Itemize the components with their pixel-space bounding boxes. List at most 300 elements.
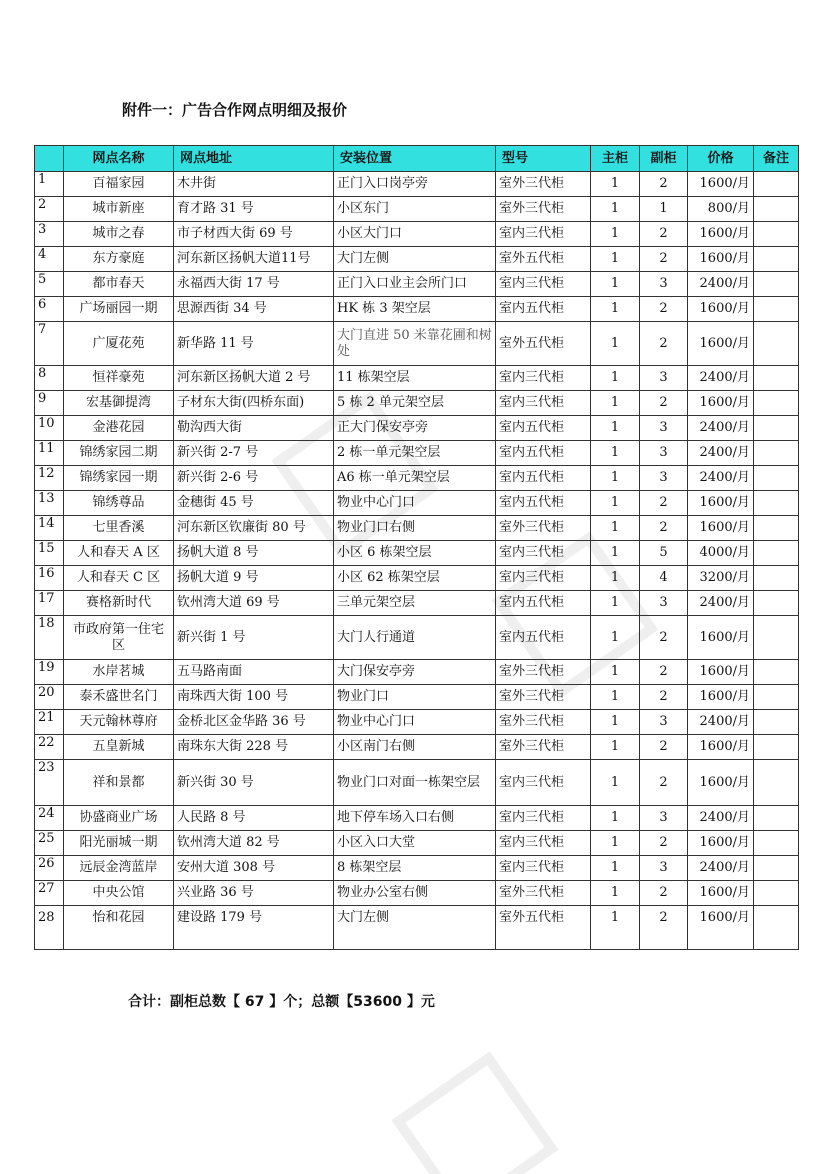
cell-position: 小区大门口 xyxy=(334,222,496,247)
cell-sub: 2 xyxy=(640,906,688,950)
cell-note xyxy=(754,366,799,391)
cell-address: 南珠西大街 100 号 xyxy=(174,685,334,710)
cell-model: 室外三代柜 xyxy=(496,881,591,906)
table-row xyxy=(35,616,799,660)
cell-position: 地下停车场入口右侧 xyxy=(334,806,496,831)
cell-no: 17 xyxy=(35,591,64,616)
cell-main: 1 xyxy=(591,272,640,297)
cell-note xyxy=(754,760,799,806)
table-row xyxy=(35,416,799,441)
cell-address: 五马路南面 xyxy=(174,660,334,685)
cell-name: 人和春天 C 区 xyxy=(64,566,174,591)
cell-price: 1600/月 xyxy=(688,391,754,416)
cell-name: 人和春天 A 区 xyxy=(64,541,174,566)
cell-note xyxy=(754,516,799,541)
cell-no: 21 xyxy=(35,710,64,735)
cell-address: 育才路 31 号 xyxy=(174,197,334,222)
summary-line xyxy=(128,991,435,1011)
cell-main: 1 xyxy=(591,441,640,466)
cell-address: 钦州湾大道 69 号 xyxy=(174,591,334,616)
cell-model: 室内五代柜 xyxy=(496,591,591,616)
cell-sub: 3 xyxy=(640,272,688,297)
cell-price: 1600/月 xyxy=(688,516,754,541)
cell-name: 城市之春 xyxy=(64,222,174,247)
cell-name: 广厦花苑 xyxy=(64,322,174,366)
cell-main: 1 xyxy=(591,591,640,616)
cell-address: 新华路 11 号 xyxy=(174,322,334,366)
cell-name: 城市新座 xyxy=(64,197,174,222)
cell-position: A6 栋一单元架空层 xyxy=(334,466,496,491)
cell-address: 南珠东大街 228 号 xyxy=(174,735,334,760)
cell-no: 15 xyxy=(35,541,64,566)
cell-model: 室内三代柜 xyxy=(496,366,591,391)
cell-main: 1 xyxy=(591,856,640,881)
cell-main: 1 xyxy=(591,566,640,591)
cell-no: 8 xyxy=(35,366,64,391)
header-name: 网点名称 xyxy=(64,146,174,172)
table-row xyxy=(35,660,799,685)
cell-note xyxy=(754,906,799,950)
cell-main: 1 xyxy=(591,391,640,416)
cell-no: 10 xyxy=(35,416,64,441)
cell-address: 人民路 8 号 xyxy=(174,806,334,831)
cell-model: 室外三代柜 xyxy=(496,197,591,222)
cell-position: 正门入口岗亭旁 xyxy=(334,172,496,197)
header-main: 主柜 xyxy=(591,146,640,172)
cell-main: 1 xyxy=(591,172,640,197)
cell-price: 2400/月 xyxy=(688,272,754,297)
cell-note xyxy=(754,660,799,685)
summary-prefix: 合计：副柜总数【 xyxy=(128,994,240,1010)
cell-address: 扬帆大道 9 号 xyxy=(174,566,334,591)
cell-price: 2400/月 xyxy=(688,441,754,466)
cell-no: 4 xyxy=(35,247,64,272)
table-row xyxy=(35,566,799,591)
summary-amount: 53600 xyxy=(353,994,402,1010)
cell-position: 大门左侧 xyxy=(334,247,496,272)
cell-no: 11 xyxy=(35,441,64,466)
cell-note xyxy=(754,222,799,247)
cell-name: 阳光丽城一期 xyxy=(64,831,174,856)
cell-name: 锦绣尊品 xyxy=(64,491,174,516)
cell-name: 市政府第一住宅区 xyxy=(64,616,174,660)
cell-name: 天元翰林尊府 xyxy=(64,710,174,735)
table-row xyxy=(35,685,799,710)
cell-position: 正大门保安亭旁 xyxy=(334,416,496,441)
cell-no: 28 xyxy=(35,906,64,950)
cell-address: 勒沟西大街 xyxy=(174,416,334,441)
cell-model: 室外三代柜 xyxy=(496,172,591,197)
cell-main: 1 xyxy=(591,616,640,660)
document-title: 附件一：广告合作网点明细及报价 xyxy=(122,101,348,119)
table-row xyxy=(35,391,799,416)
table-row xyxy=(35,856,799,881)
cell-position: 大门直进 50 米靠花圃和树处 xyxy=(334,322,496,366)
cell-model: 室外三代柜 xyxy=(496,685,591,710)
cell-main: 1 xyxy=(591,906,640,950)
cell-main: 1 xyxy=(591,806,640,831)
table-row xyxy=(35,710,799,735)
cell-position: 小区 62 栋架空层 xyxy=(334,566,496,591)
table-row xyxy=(35,591,799,616)
cell-no: 7 xyxy=(35,322,64,366)
cell-note xyxy=(754,441,799,466)
table-row xyxy=(35,831,799,856)
cell-no: 18 xyxy=(35,616,64,660)
table-row xyxy=(35,881,799,906)
cell-price: 2400/月 xyxy=(688,710,754,735)
cell-address: 新兴街 2-7 号 xyxy=(174,441,334,466)
cell-note xyxy=(754,806,799,831)
cell-address: 扬帆大道 8 号 xyxy=(174,541,334,566)
cell-position: 小区南门右侧 xyxy=(334,735,496,760)
cell-address: 新兴街 1 号 xyxy=(174,616,334,660)
cell-address: 新兴街 2-6 号 xyxy=(174,466,334,491)
cell-model: 室内三代柜 xyxy=(496,566,591,591)
cell-sub: 2 xyxy=(640,760,688,806)
cell-sub: 2 xyxy=(640,172,688,197)
cell-note xyxy=(754,735,799,760)
cell-main: 1 xyxy=(591,247,640,272)
table-row xyxy=(35,297,799,322)
cell-no: 27 xyxy=(35,881,64,906)
cell-address: 金桥北区金华路 36 号 xyxy=(174,710,334,735)
cell-model: 室内五代柜 xyxy=(496,466,591,491)
cell-note xyxy=(754,466,799,491)
cell-name: 远辰金湾蓝岸 xyxy=(64,856,174,881)
cell-sub: 2 xyxy=(640,322,688,366)
cell-main: 1 xyxy=(591,685,640,710)
cell-model: 室内三代柜 xyxy=(496,760,591,806)
cell-price: 1600/月 xyxy=(688,616,754,660)
cell-price: 2400/月 xyxy=(688,416,754,441)
cell-address: 金穗街 45 号 xyxy=(174,491,334,516)
table-row xyxy=(35,272,799,297)
table-row xyxy=(35,806,799,831)
cell-price: 1600/月 xyxy=(688,491,754,516)
cell-main: 1 xyxy=(591,416,640,441)
cell-main: 1 xyxy=(591,197,640,222)
cell-name: 都市春天 xyxy=(64,272,174,297)
cell-model: 室内三代柜 xyxy=(496,856,591,881)
cell-price: 800/月 xyxy=(688,197,754,222)
cell-sub: 3 xyxy=(640,856,688,881)
cell-sub: 3 xyxy=(640,806,688,831)
cell-no: 14 xyxy=(35,516,64,541)
cell-note xyxy=(754,172,799,197)
header-sub: 副柜 xyxy=(640,146,688,172)
cell-position: 8 栋架空层 xyxy=(334,856,496,881)
cell-position: 物业中心门口 xyxy=(334,491,496,516)
cell-model: 室内三代柜 xyxy=(496,806,591,831)
cell-no: 6 xyxy=(35,297,64,322)
cell-name: 锦绣家园一期 xyxy=(64,466,174,491)
cell-note xyxy=(754,272,799,297)
cell-model: 室外三代柜 xyxy=(496,516,591,541)
cell-sub: 2 xyxy=(640,831,688,856)
cell-price: 1600/月 xyxy=(688,831,754,856)
table-row xyxy=(35,247,799,272)
cell-no: 22 xyxy=(35,735,64,760)
cell-address: 思源西街 34 号 xyxy=(174,297,334,322)
cell-name: 祥和景都 xyxy=(64,760,174,806)
cell-sub: 2 xyxy=(640,660,688,685)
table-row xyxy=(35,491,799,516)
header-model: 型号 xyxy=(496,146,591,172)
cell-address: 钦州湾大道 82 号 xyxy=(174,831,334,856)
table-row xyxy=(35,222,799,247)
header-address: 网点地址 xyxy=(174,146,334,172)
cell-address: 河东新区扬帆大道 2 号 xyxy=(174,366,334,391)
cell-note xyxy=(754,247,799,272)
cell-note xyxy=(754,297,799,322)
cell-note xyxy=(754,391,799,416)
cell-price: 2400/月 xyxy=(688,591,754,616)
header-row xyxy=(35,146,799,172)
cell-position: 2 栋一单元架空层 xyxy=(334,441,496,466)
cell-position: 物业中心门口 xyxy=(334,710,496,735)
cell-main: 1 xyxy=(591,541,640,566)
cell-model: 室外三代柜 xyxy=(496,660,591,685)
cell-no: 23 xyxy=(35,760,64,806)
cell-no: 12 xyxy=(35,466,64,491)
cell-no: 20 xyxy=(35,685,64,710)
cell-position: 正门入口业主会所门口 xyxy=(334,272,496,297)
cell-position: 物业办公室右侧 xyxy=(334,881,496,906)
cell-model: 室内三代柜 xyxy=(496,831,591,856)
cell-main: 1 xyxy=(591,222,640,247)
cell-position: 大门人行通道 xyxy=(334,616,496,660)
cell-name: 广场丽园一期 xyxy=(64,297,174,322)
cell-price: 1600/月 xyxy=(688,660,754,685)
cell-model: 室外五代柜 xyxy=(496,322,591,366)
cell-model: 室内五代柜 xyxy=(496,441,591,466)
header-position: 安装位置 xyxy=(334,146,496,172)
cell-model: 室内五代柜 xyxy=(496,416,591,441)
cell-model: 室外三代柜 xyxy=(496,735,591,760)
cell-main: 1 xyxy=(591,660,640,685)
cell-main: 1 xyxy=(591,831,640,856)
cell-price: 1600/月 xyxy=(688,247,754,272)
cell-model: 室内五代柜 xyxy=(496,297,591,322)
cell-position: HK 栋 3 架空层 xyxy=(334,297,496,322)
cell-sub: 2 xyxy=(640,735,688,760)
cell-name: 东方豪庭 xyxy=(64,247,174,272)
cell-position: 5 栋 2 单元架空层 xyxy=(334,391,496,416)
cell-note xyxy=(754,566,799,591)
cell-model: 室外五代柜 xyxy=(496,247,591,272)
cell-name: 泰禾盛世名门 xyxy=(64,685,174,710)
cell-no: 5 xyxy=(35,272,64,297)
cell-sub: 2 xyxy=(640,297,688,322)
cell-position: 大门保安亭旁 xyxy=(334,660,496,685)
table-row xyxy=(35,366,799,391)
cell-price: 1600/月 xyxy=(688,685,754,710)
table-row xyxy=(35,197,799,222)
cell-note xyxy=(754,591,799,616)
cell-model: 室内三代柜 xyxy=(496,222,591,247)
cell-price: 1600/月 xyxy=(688,297,754,322)
cell-model: 室内三代柜 xyxy=(496,272,591,297)
table-row xyxy=(35,322,799,366)
cell-name: 怡和花园 xyxy=(64,906,174,950)
cell-price: 1600/月 xyxy=(688,906,754,950)
table-row xyxy=(35,172,799,197)
cell-address: 永福西大街 17 号 xyxy=(174,272,334,297)
summary-suffix: 】元 xyxy=(406,994,435,1010)
cell-no: 3 xyxy=(35,222,64,247)
cell-sub: 2 xyxy=(640,685,688,710)
table-row xyxy=(35,906,799,950)
summary-middle: 】个；总额【 xyxy=(269,994,354,1010)
cell-price: 3200/月 xyxy=(688,566,754,591)
cell-main: 1 xyxy=(591,466,640,491)
summary-sub-total: 67 xyxy=(244,994,265,1010)
cell-sub: 2 xyxy=(640,491,688,516)
cell-sub: 2 xyxy=(640,391,688,416)
cell-price: 1600/月 xyxy=(688,760,754,806)
cell-price: 2400/月 xyxy=(688,856,754,881)
cell-name: 七里香溪 xyxy=(64,516,174,541)
cell-sub: 4 xyxy=(640,566,688,591)
cell-address: 安州大道 308 号 xyxy=(174,856,334,881)
outlet-table xyxy=(34,145,799,950)
table-row xyxy=(35,466,799,491)
cell-position: 物业门口对面一栋架空层 xyxy=(334,760,496,806)
cell-main: 1 xyxy=(591,735,640,760)
cell-position: 11 栋架空层 xyxy=(334,366,496,391)
cell-position: 小区东门 xyxy=(334,197,496,222)
cell-sub: 3 xyxy=(640,366,688,391)
cell-sub: 2 xyxy=(640,247,688,272)
cell-address: 新兴街 30 号 xyxy=(174,760,334,806)
cell-sub: 3 xyxy=(640,591,688,616)
cell-main: 1 xyxy=(591,491,640,516)
cell-no: 19 xyxy=(35,660,64,685)
cell-note xyxy=(754,831,799,856)
cell-model: 室内三代柜 xyxy=(496,391,591,416)
cell-no: 9 xyxy=(35,391,64,416)
cell-price: 1600/月 xyxy=(688,222,754,247)
table-header xyxy=(35,146,799,172)
cell-no: 25 xyxy=(35,831,64,856)
cell-note xyxy=(754,491,799,516)
cell-name: 锦绣家园二期 xyxy=(64,441,174,466)
cell-note xyxy=(754,685,799,710)
cell-address: 木井街 xyxy=(174,172,334,197)
cell-main: 1 xyxy=(591,322,640,366)
cell-model: 室外五代柜 xyxy=(496,906,591,950)
cell-price: 1600/月 xyxy=(688,172,754,197)
cell-no: 2 xyxy=(35,197,64,222)
cell-note xyxy=(754,322,799,366)
cell-name: 中央公馆 xyxy=(64,881,174,906)
cell-sub: 3 xyxy=(640,416,688,441)
cell-name: 五皇新城 xyxy=(64,735,174,760)
cell-note xyxy=(754,710,799,735)
table-row xyxy=(35,760,799,806)
cell-model: 室外三代柜 xyxy=(496,710,591,735)
cell-note xyxy=(754,856,799,881)
cell-position: 小区 6 栋架空层 xyxy=(334,541,496,566)
table-row xyxy=(35,541,799,566)
cell-no: 24 xyxy=(35,806,64,831)
cell-address: 市子材西大街 69 号 xyxy=(174,222,334,247)
cell-name: 恒祥豪苑 xyxy=(64,366,174,391)
cell-no: 13 xyxy=(35,491,64,516)
cell-main: 1 xyxy=(591,881,640,906)
cell-address: 子材东大街(四桥东面) xyxy=(174,391,334,416)
cell-sub: 3 xyxy=(640,441,688,466)
table-row xyxy=(35,735,799,760)
table-body xyxy=(35,172,799,950)
cell-name: 金港花园 xyxy=(64,416,174,441)
cell-sub: 3 xyxy=(640,710,688,735)
table-row xyxy=(35,441,799,466)
cell-sub: 2 xyxy=(640,881,688,906)
cell-note xyxy=(754,416,799,441)
cell-model: 室内三代柜 xyxy=(496,541,591,566)
cell-price: 2400/月 xyxy=(688,466,754,491)
cell-no: 1 xyxy=(35,172,64,197)
cell-main: 1 xyxy=(591,760,640,806)
cell-name: 协盛商业广场 xyxy=(64,806,174,831)
cell-address: 建设路 179 号 xyxy=(174,906,334,950)
cell-address: 河东新区钦廉街 80 号 xyxy=(174,516,334,541)
table-row xyxy=(35,516,799,541)
cell-model: 室内五代柜 xyxy=(496,491,591,516)
cell-position: 小区入口大堂 xyxy=(334,831,496,856)
cell-no: 16 xyxy=(35,566,64,591)
cell-price: 1600/月 xyxy=(688,881,754,906)
cell-sub: 5 xyxy=(640,541,688,566)
cell-sub: 2 xyxy=(640,222,688,247)
cell-name: 赛格新时代 xyxy=(64,591,174,616)
cell-price: 2400/月 xyxy=(688,806,754,831)
cell-main: 1 xyxy=(591,297,640,322)
cell-name: 百福家园 xyxy=(64,172,174,197)
cell-sub: 1 xyxy=(640,197,688,222)
cell-main: 1 xyxy=(591,710,640,735)
cell-address: 兴业路 36 号 xyxy=(174,881,334,906)
cell-position: 物业门口 xyxy=(334,685,496,710)
cell-price: 1600/月 xyxy=(688,735,754,760)
cell-model: 室内五代柜 xyxy=(496,616,591,660)
cell-price: 1600/月 xyxy=(688,322,754,366)
cell-price: 2400/月 xyxy=(688,366,754,391)
cell-address: 河东新区扬帆大道11号 xyxy=(174,247,334,272)
header-no xyxy=(35,146,64,172)
cell-sub: 2 xyxy=(640,616,688,660)
cell-position: 三单元架空层 xyxy=(334,591,496,616)
cell-main: 1 xyxy=(591,516,640,541)
cell-note xyxy=(754,881,799,906)
cell-position: 物业门口右侧 xyxy=(334,516,496,541)
cell-sub: 2 xyxy=(640,516,688,541)
cell-note xyxy=(754,541,799,566)
cell-price: 4000/月 xyxy=(688,541,754,566)
header-price: 价格 xyxy=(688,146,754,172)
cell-sub: 3 xyxy=(640,466,688,491)
cell-note xyxy=(754,197,799,222)
cell-main: 1 xyxy=(591,366,640,391)
cell-no: 26 xyxy=(35,856,64,881)
cell-position: 大门左侧 xyxy=(334,906,496,950)
cell-name: 宏基御提湾 xyxy=(64,391,174,416)
header-note: 备注 xyxy=(754,146,799,172)
cell-note xyxy=(754,616,799,660)
cell-name: 水岸茗城 xyxy=(64,660,174,685)
